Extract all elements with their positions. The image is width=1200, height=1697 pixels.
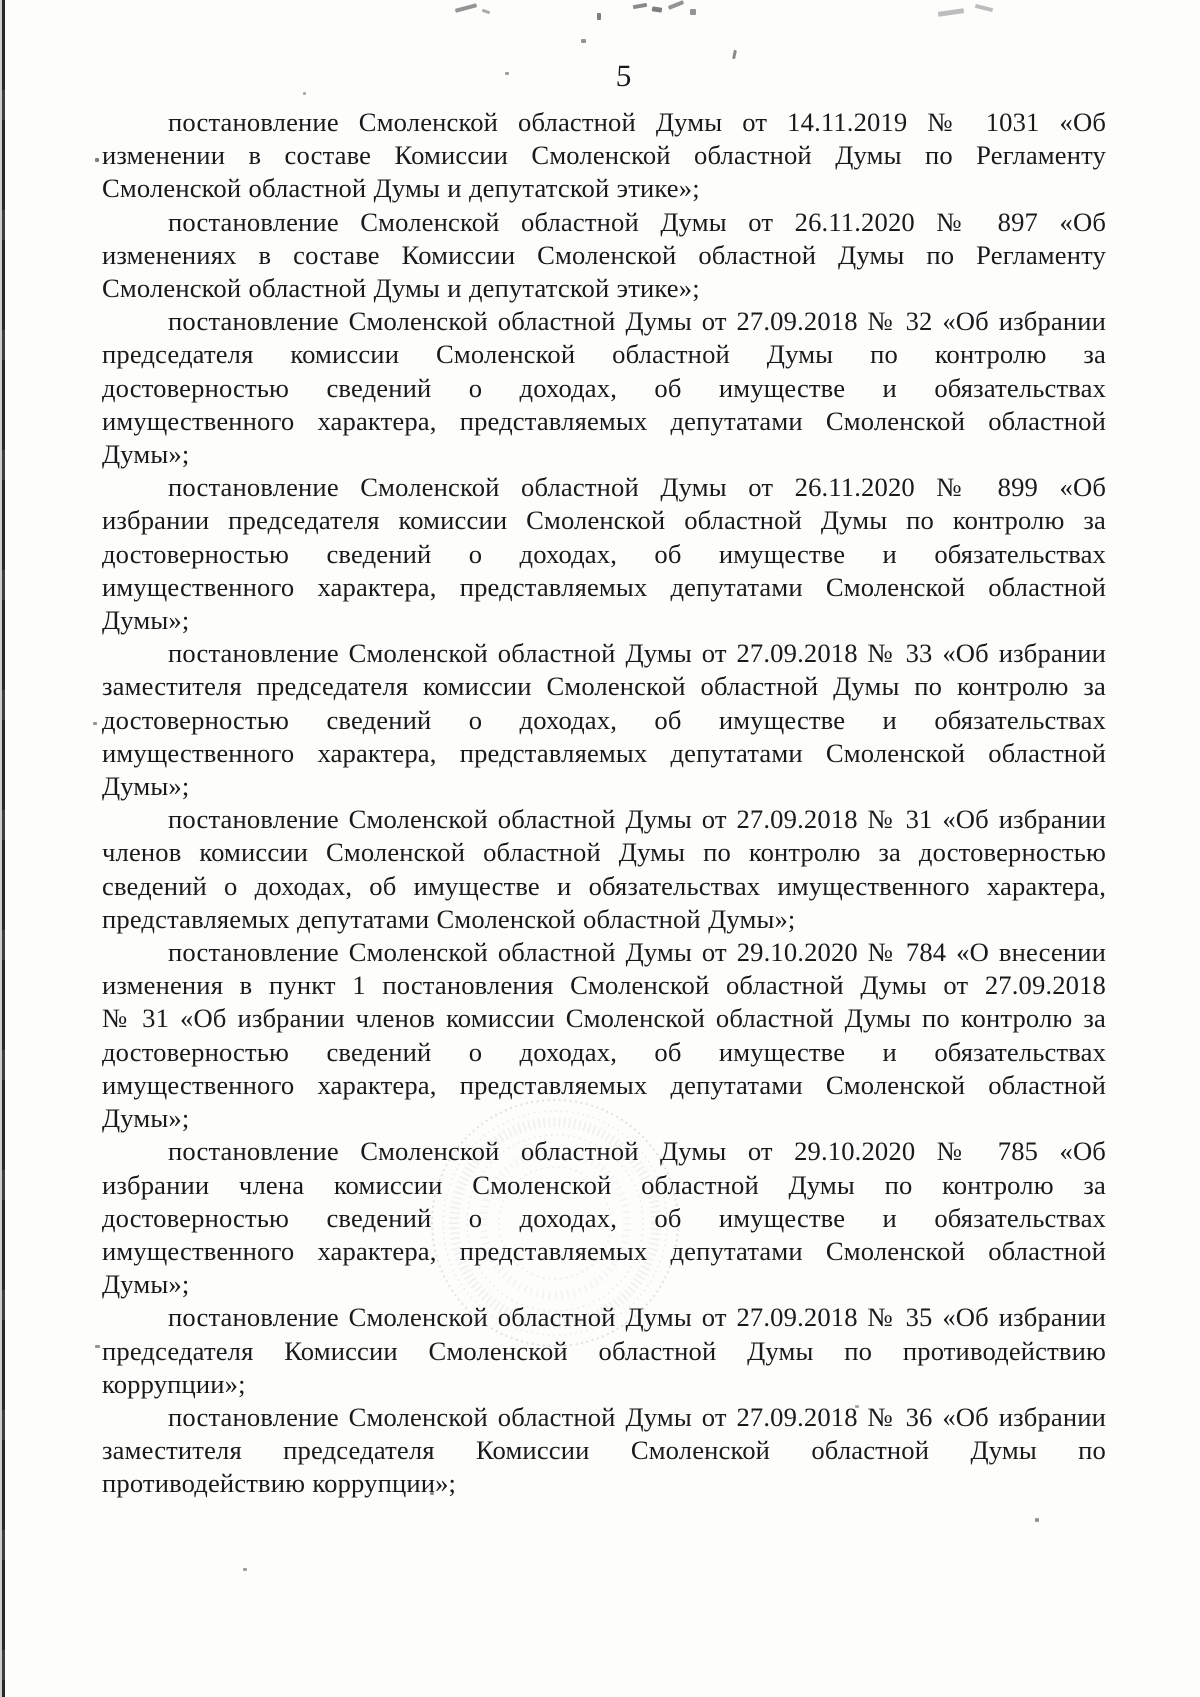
text-line: имущественного характера, представляемых депутатами Смоленской областной: [102, 1069, 1106, 1100]
scan-speck: [652, 6, 663, 12]
scan-speck: [633, 3, 647, 9]
scan-speck: [95, 158, 99, 162]
text-line: противодействию коррупции»;: [102, 1468, 457, 1499]
paragraph: [102, 471, 1106, 637]
text-line: Смоленской областной Думы и депутатской этике»;: [102, 173, 700, 204]
text-line: изменении в составе Комиссии Смоленской областной Думы по Регламенту: [102, 140, 1106, 171]
paragraph: [102, 803, 1106, 936]
scan-speck: [505, 72, 509, 75]
text-line: избрании председателя комиссии Смоленской областной Думы по контролю за: [102, 505, 1106, 536]
scan-speck: [732, 50, 737, 59]
scan-speck: [243, 1568, 247, 1571]
text-line: достоверностью сведений о доходах, об имуществе и обязательствах: [102, 538, 1106, 569]
text-line: постановление Смоленской областной Думы от 29.10.2020 № 784 «О внесении: [168, 937, 1106, 968]
text-line: Думы»;: [102, 1103, 190, 1134]
scan-speck: [303, 92, 306, 95]
text-line: имущественного характера, представляемых депутатами Смоленской областной: [102, 571, 1106, 602]
scan-speck: [95, 1345, 100, 1348]
paragraph: [102, 206, 1106, 306]
text-line: достоверностью сведений о доходах, об имуществе и обязательствах: [102, 1202, 1106, 1233]
scan-speck: [975, 4, 993, 12]
text-line: постановление Смоленской областной Думы от 14.11.2019 № 1031 «Об: [168, 107, 1106, 137]
text-line: постановление Смоленской областной Думы от 29.10.2020 № 785 «Об: [168, 1136, 1106, 1167]
page-number: 5: [615, 58, 633, 93]
text-line: № 31 «Об избрании членов комиссии Смоленской областной Думы по контролю за: [102, 1003, 1106, 1034]
paragraph: [102, 305, 1106, 471]
paragraph: [102, 1135, 1106, 1301]
text-line: постановление Смоленской областной Думы от 26.11.2020 № 899 «Об: [168, 472, 1106, 503]
text-line: Думы»;: [102, 605, 190, 636]
scan-edge-artifact: [0, 0, 8, 1697]
text-line: постановление Смоленской областной Думы от 27.09.2018 № 32 «Об избрании: [168, 306, 1106, 337]
text-line: постановление Смоленской областной Думы от 27.09.2018 № 31 «Об избрании: [168, 804, 1106, 835]
text-line: заместителя председателя комиссии Смоленской областной Думы по контролю за: [102, 671, 1106, 702]
text-line: коррупции»;: [102, 1368, 246, 1399]
text-line: имущественного характера, представляемых депутатами Смоленской областной: [102, 405, 1106, 436]
text-line: достоверностью сведений о доходах, об имуществе и обязательствах: [102, 372, 1106, 403]
scan-speck: [455, 3, 477, 13]
text-line: достоверностью сведений о доходах, об имуществе и обязательствах: [102, 1036, 1106, 1067]
paragraph: [102, 637, 1106, 803]
text-line: постановление Смоленской областной Думы от 27.09.2018 № 35 «Об избрании: [168, 1302, 1106, 1333]
scan-speck: [668, 0, 684, 10]
scan-speck: [482, 9, 491, 15]
text-line: Смоленской областной Думы и депутатской этике»;: [102, 273, 700, 304]
text-line: сведений о доходах, об имуществе и обязательствах имущественного характера,: [102, 870, 1106, 901]
text-line: изменения в пункт 1 постановления Смоленской областной Думы от 27.09.2018: [102, 970, 1106, 1001]
text-line: имущественного характера, представляемых депутатами Смоленской областной: [102, 1235, 1106, 1266]
scan-speck: [938, 8, 964, 17]
text-line: избрании члена комиссии Смоленской областной Думы по контролю за: [102, 1169, 1106, 1200]
scan-speck: [1035, 1518, 1039, 1522]
scan-speck: [690, 9, 696, 15]
scan-speck: [581, 39, 586, 43]
text-line: имущественного характера, представляемых депутатами Смоленской областной: [102, 737, 1106, 768]
text-line: представляемых депутатами Смоленской областной Думы»;: [102, 903, 796, 934]
text-line: достоверностью сведений о доходах, об имуществе и обязательствах: [102, 704, 1106, 735]
paragraph: [102, 1301, 1106, 1401]
document-body: [102, 106, 1106, 1501]
text-line: Думы»;: [102, 1269, 190, 1300]
text-line: Думы»;: [102, 771, 190, 802]
text-line: изменениях в составе Комиссии Смоленской областной Думы по Регламенту: [102, 239, 1106, 270]
text-line: постановление Смоленской областной Думы от 26.11.2020 № 897 «Об: [168, 206, 1106, 237]
text-line: председателя комиссии Смоленской областной Думы по контролю за: [102, 339, 1106, 370]
paragraph: [102, 1401, 1106, 1501]
text-line: заместителя председателя Комиссии Смоленской областной Думы по: [102, 1435, 1106, 1466]
text-line: Думы»;: [102, 439, 190, 470]
text-line: председателя Комиссии Смоленской областной Думы по противодействию: [102, 1335, 1106, 1366]
text-line: постановление Смоленской областной Думы от 27.09.2018 № 36 «Об избрании: [168, 1401, 1106, 1432]
scan-speck: [597, 13, 601, 20]
text-line: членов комиссии Смоленской областной Думы по контролю за достоверностью: [102, 837, 1106, 868]
paragraph: [102, 936, 1106, 1135]
scan-speck: [93, 722, 97, 725]
paragraph: [102, 106, 1106, 206]
text-line: постановление Смоленской областной Думы от 27.09.2018 № 33 «Об избрании: [168, 638, 1106, 669]
